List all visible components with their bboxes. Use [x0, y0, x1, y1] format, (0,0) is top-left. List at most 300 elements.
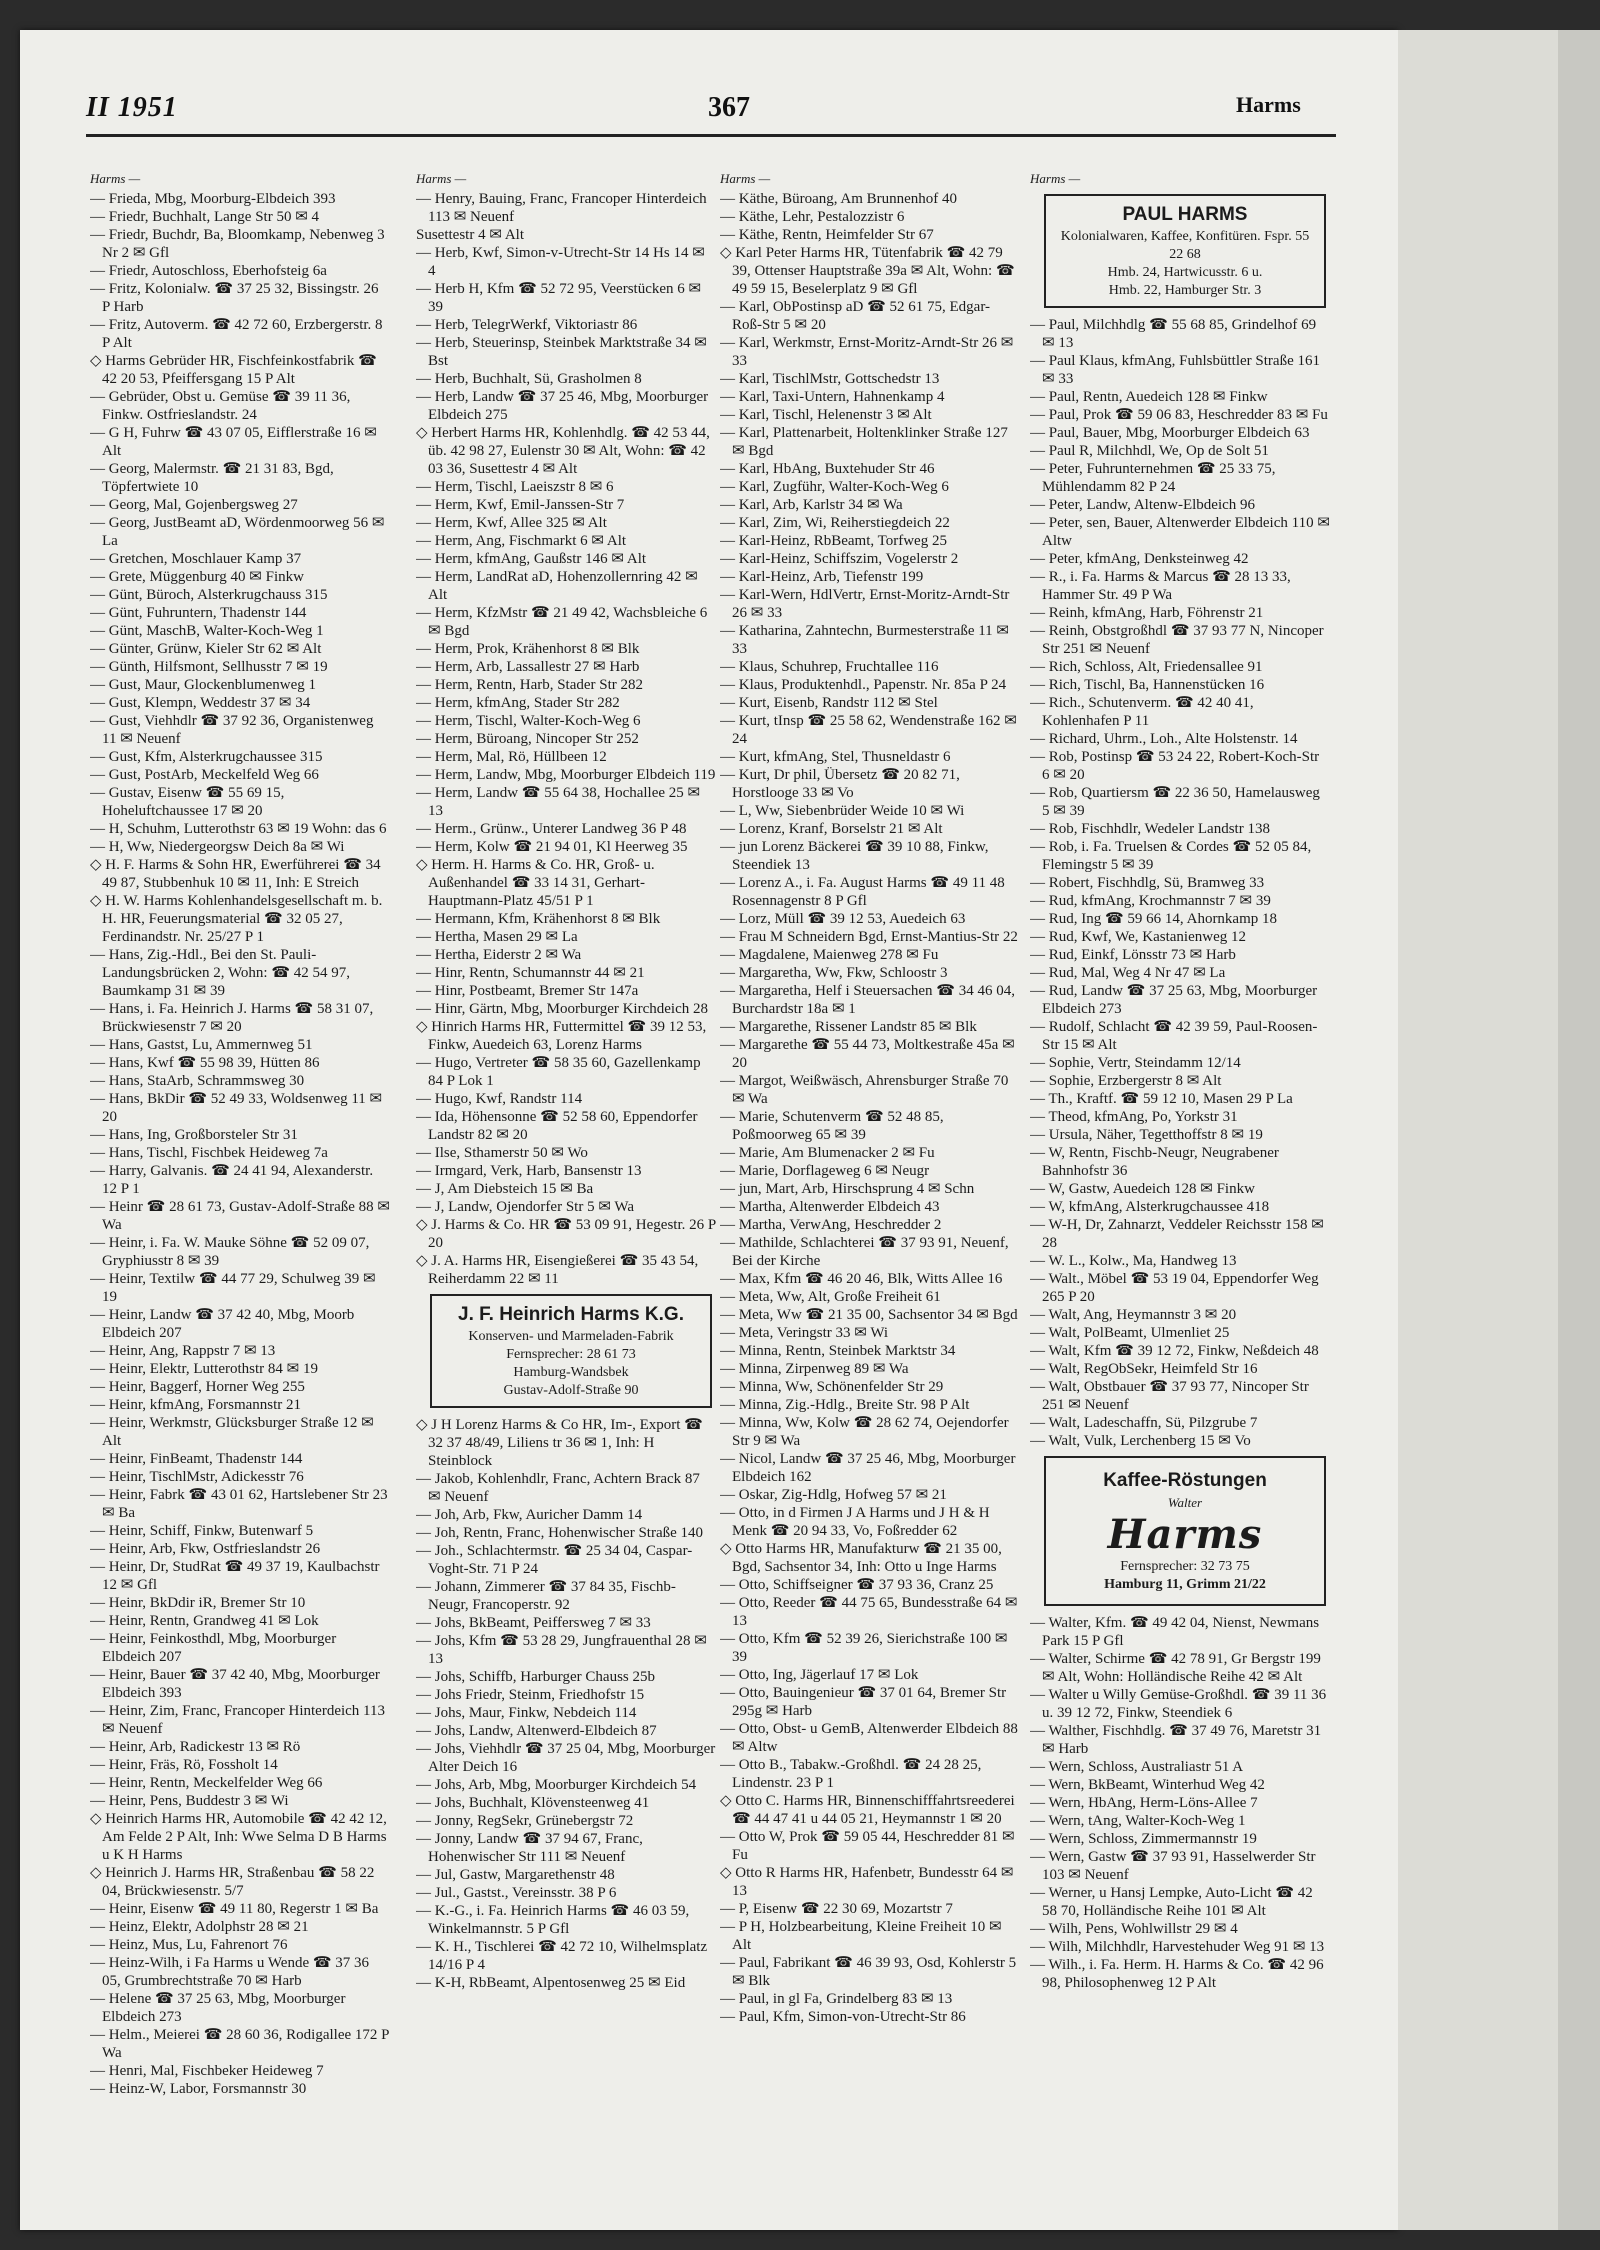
column-head: Harms —: [1030, 171, 1081, 186]
harms-logo: Harms: [1107, 1511, 1263, 1558]
directory-entry: — Lorz, Müll ☎ 39 12 53, Auedeich 63: [720, 911, 966, 927]
directory-entry: — Paul, Kfm, Simon-von-Utrecht-Str 86: [720, 2009, 966, 2025]
directory-entry: — Johs, Schiffb, Harburger Chauss 25b: [416, 1669, 656, 1685]
directory-entry: — Johs, BkBeamt, Peiffersweg 7 ✉ 33: [416, 1615, 651, 1631]
directory-entry: — Hinr, Postbeamt, Bremer Str 147a: [416, 983, 639, 999]
directory-entry: — Hans, Kwf ☎ 55 98 39, Hütten 86: [90, 1055, 320, 1071]
directory-entry: — Oskar, Zig-Hdlg, Hofweg 57 ✉ 21: [720, 1487, 947, 1503]
directory-entry: — Th., Kraftf. ☎ 59 12 10, Masen 29 P La: [1030, 1091, 1293, 1107]
directory-entry: — Paul, Prok ☎ 59 06 83, Heschredder 83 ✉ Fu: [1030, 407, 1328, 423]
directory-entry: — Heinr, Landw ☎ 37 42 40, Mbg, Moorb Elbdeich 207: [90, 1307, 355, 1341]
directory-entry: — Karl-Heinz, RbBeamt, Torfweg 25: [720, 533, 947, 549]
entry-list: [416, 190, 716, 1288]
directory-entry: — Helene ☎ 37 25 63, Mbg, Moorburger Elbdeich 273: [90, 1991, 346, 2025]
directory-entry: — Heinr, Fabrk ☎ 43 01 62, Hartslebener Str 23 ✉ Ba: [90, 1487, 388, 1521]
directory-entry: — Heinr, Elektr, Lutterothstr 84 ✉ 19: [90, 1361, 318, 1377]
directory-entry: — Heinr, Fräs, Rö, Fossholt 14: [90, 1757, 278, 1773]
directory-entry: — Günt, MaschB, Walter-Koch-Weg 1: [90, 623, 324, 639]
directory-entry: — Klaus, Schuhrep, Fruchtallee 116: [720, 659, 939, 675]
directory-entry: — Katharina, Zahntechn, Burmesterstraße 11 ✉ 33: [720, 623, 1009, 657]
advert-box-heinrich-harms: [430, 1294, 712, 1408]
running-head: Harms: [1236, 92, 1301, 117]
directory-entry: — Günt, Fuhruntern, Thadenstr 144: [90, 605, 307, 621]
advert-title: Kaffee-Röstungen: [1103, 1470, 1267, 1491]
directory-entry: ◇ H. W. Harms Kohlenhandelsgesellschaft m. b. H. HR, Feuerungsmaterial ☎ 32 05 27, Ferdinandstr. Nr. 25/27 P 1: [90, 893, 383, 945]
directory-entry: — Paul, Fabrikant ☎ 46 39 93, Osd, Kohlerstr 5 ✉ Blk: [720, 1955, 1017, 1989]
directory-entry: — Meta, Veringstr 33 ✉ Wi: [720, 1325, 889, 1341]
entry-list: [90, 190, 390, 2098]
directory-entry: — Marie, Dorflageweg 6 ✉ Neugr: [720, 1163, 930, 1179]
directory-entry: — Johs, Kfm ☎ 53 28 29, Jungfrauenthal 28 ✉ 13: [416, 1633, 707, 1667]
directory-entry: — Wern, BkBeamt, Winterhud Weg 42: [1030, 1777, 1265, 1793]
directory-entry: — Max, Kfm ☎ 46 20 46, Blk, Witts Allee 16: [720, 1271, 1003, 1287]
directory-entry: — Otto, Bauingenieur ☎ 37 01 64, Bremer Str 295g ✉ Harb: [720, 1685, 1007, 1719]
directory-entry: — Heinr, TischlMstr, Adickesstr 76: [90, 1469, 304, 1485]
directory-entry: — Walter u Willy Gemüse-Großhdl. ☎ 39 11 36 u. 39 12 72, Finkw, Steendiek 6: [1030, 1687, 1327, 1721]
directory-entry: — W. L., Kolw., Ma, Handweg 13: [1030, 1253, 1237, 1269]
directory-entry: — Otto, Obst- u GemB, Altenwerder Elbdeich 88 ✉ Altw: [720, 1721, 1018, 1755]
directory-entry: — Herb H, Kfm ☎ 52 72 95, Veerstücken 6 ✉ 39: [416, 281, 702, 315]
directory-entry: — Herm, KfzMstr ☎ 21 49 42, Wachsbleiche 6 ✉ Bgd: [416, 605, 708, 639]
directory-entry: — Walter, Kfm. ☎ 49 42 04, Nienst, Newmans Park 15 P Gfl: [1030, 1615, 1320, 1649]
directory-entry: — Fritz, Autoverm. ☎ 42 72 60, Erzbergerstr. 8 P Alt: [90, 317, 383, 351]
directory-entry: — Gust, PostArb, Meckelfeld Weg 66: [90, 767, 319, 783]
background-edge: [1558, 30, 1600, 2230]
directory-entry: — Rud, Kwf, We, Kastanienweg 12: [1030, 929, 1246, 945]
advert-phone: Fernsprecher: 32 73 75: [1120, 1559, 1250, 1574]
directory-entry: — Karl, HbAng, Buxtehuder Str 46: [720, 461, 935, 477]
header-rule: [86, 134, 1336, 137]
directory-entry: — Karl, Taxi-Untern, Hahnenkamp 4: [720, 389, 945, 405]
directory-entry: — Lorenz, Kranf, Borselstr 21 ✉ Alt: [720, 821, 943, 837]
directory-entry: — Karl, TischlMstr, Gottschedstr 13: [720, 371, 940, 387]
advert-title: J. F. Heinrich Harms K.G.: [458, 1304, 684, 1325]
advert-line: Fernsprecher: 28 61 73: [506, 1347, 636, 1362]
directory-entry: ◇ Karl Peter Harms HR, Tütenfabrik ☎ 42 79 39, Ottenser Hauptstraße 39a ✉ Alt, Wohn: ☎ 49 59 15, Beselerplatz 9 ✉ Gfl: [720, 245, 1015, 297]
directory-entry: — Wern, HbAng, Herm-Löns-Allee 7: [1030, 1795, 1258, 1811]
directory-entry: — Walt, Ang, Heymannstr 3 ✉ 20: [1030, 1307, 1237, 1323]
directory-entry: — Joh., Schlachtermstr. ☎ 25 34 04, Caspar-Voght-Str. 71 P 24: [416, 1543, 693, 1577]
directory-entry: — Heinr, Bauer ☎ 37 42 40, Mbg, Moorburger Elbdeich 393: [90, 1667, 380, 1701]
directory-entry: — K. H., Tischlerei ☎ 42 72 10, Wilhelmsplatz 14/16 P 4: [416, 1939, 708, 1973]
directory-entry: — Otto, in d Firmen J A Harms und J H & H Menk ☎ 20 94 33, Vo, Foßredder 62: [720, 1505, 990, 1539]
column-3: [720, 170, 1020, 2250]
directory-entry: — Gustav, Eisenw ☎ 55 69 15, Hoheluftchaussee 17 ✉ 20: [90, 785, 285, 819]
directory-entry: ◇ Otto C. Harms HR, Binnenschifffahrtsreederei ☎ 44 47 41 u 44 05 21, Heymannstr 1 ✉ 20: [720, 1793, 1015, 1827]
directory-entry: — Rich, Schloss, Alt, Friedensallee 91: [1030, 659, 1263, 675]
directory-entry: — Hertha, Eiderstr 2 ✉ Wa: [416, 947, 582, 963]
directory-entry: — Wilh, Pens, Wohlwillstr 29 ✉ 4: [1030, 1921, 1238, 1937]
directory-entry: — Friedr, Autoschloss, Eberhofsteig 6a: [90, 263, 327, 279]
entry-list: [720, 190, 1020, 2026]
directory-entry: — H, Ww, Niedergeorgsw Deich 8a ✉ Wi: [90, 839, 345, 855]
directory-entry: — Johann, Zimmerer ☎ 37 84 35, Fischb-Neugr, Francoperstr. 92: [416, 1579, 676, 1613]
directory-entry: — jun, Mart, Arb, Hirschsprung 4 ✉ Schn: [720, 1181, 975, 1197]
directory-entry: — Gust, Viehhdlr ☎ 37 92 36, Organistenweg 11 ✉ Neuenf: [90, 713, 374, 747]
directory-entry: — Ida, Höhensonne ☎ 52 58 60, Eppendorfer Landstr 82 ✉ 20: [416, 1109, 698, 1143]
directory-entry: — Mathilde, Schlachterei ☎ 37 93 91, Neuenf, Bei der Kirche: [720, 1235, 1009, 1269]
adjacent-page-edge: [1398, 30, 1558, 2230]
directory-entry: — Kurt, kfmAng, Stel, Thusneldastr 6: [720, 749, 951, 765]
directory-entry: — Wilh, Milchhdlr, Harvestehuder Weg 91 ✉ 13: [1030, 1939, 1325, 1955]
directory-entry: — Harry, Galvanis. ☎ 24 41 94, Alexanderstr. 12 P 1: [90, 1163, 374, 1197]
directory-entry: — Johs, Arb, Mbg, Moorburger Kirchdeich 54: [416, 1777, 697, 1793]
directory-entry: — Johs, Buchhalt, Klövensteenweg 41: [416, 1795, 650, 1811]
directory-entry: — Karl-Heinz, Arb, Tiefenstr 199: [720, 569, 924, 585]
directory-entry: — Wern, Schloss, Australiastr 51 A: [1030, 1759, 1244, 1775]
directory-entry: — Karl, Plattenarbeit, Holtenklinker Straße 127 ✉ Bgd: [720, 425, 1008, 459]
directory-entry: — Heinr, Baggerf, Horner Weg 255: [90, 1379, 305, 1395]
directory-entry: — Heinz-Wilh, i Fa Harms u Wende ☎ 37 36 05, Grumbrechtstraße 70 ✉ Harb: [90, 1955, 370, 1989]
directory-entry: ◇ Harms Gebrüder HR, Fischfeinkostfabrik ☎ 42 20 53, Pfeiffersgang 15 P Alt: [90, 353, 377, 387]
directory-entry: — Irmgard, Verk, Harb, Bansenstr 13: [416, 1163, 642, 1179]
page-volume: II 1951: [86, 92, 178, 123]
directory-entry: ◇ Heinrich J. Harms HR, Straßenbau ☎ 58 22 04, Brückwiesenstr. 5/7: [90, 1865, 375, 1899]
directory-entry: — Peter, sen, Bauer, Altenwerder Elbdeich 110 ✉ Altw: [1030, 515, 1330, 549]
directory-entry: — Hans, i. Fa. Heinrich J. Harms ☎ 58 31 07, Brückwiesenstr 7 ✉ 20: [90, 1001, 374, 1035]
directory-entry: — P, Eisenw ☎ 22 30 69, Mozartstr 7: [720, 1901, 953, 1917]
logo-subtext: Walter: [1167, 1495, 1203, 1510]
directory-entry: — Werner, u Hansj Lempke, Auto-Licht ☎ 42 58 70, Holländische Reihe 101 ✉ Alt: [1030, 1885, 1313, 1919]
directory-entry: — Frieda, Mbg, Moorburg-Elbdeich 393: [90, 191, 336, 207]
directory-entry: — P H, Holzbearbeitung, Kleine Freiheit 10 ✉ Alt: [720, 1919, 1002, 1953]
directory-entry: ◇ Hinrich Harms HR, Futtermittel ☎ 39 12 53, Finkw, Auedeich 63, Lorenz Harms: [416, 1019, 707, 1053]
directory-entry: — Magdalene, Maienweg 278 ✉ Fu: [720, 947, 939, 963]
directory-entry: — Heinr, BkDdir iR, Bremer Str 10: [90, 1595, 306, 1611]
directory-entry: — Herb, Steuerinsp, Steinbek Marktstraße 34 ✉ Bst: [416, 335, 707, 369]
directory-entry: — Frau M Schneidern Bgd, Ernst-Mantius-Str 22: [720, 929, 1018, 945]
directory-entry: — Heinr, Rentn, Grandweg 41 ✉ Lok: [90, 1613, 319, 1629]
directory-entry: — Wern, tAng, Walter-Koch-Weg 1: [1030, 1813, 1246, 1829]
directory-entry: — Herb, Buchhalt, Sü, Grasholmen 8: [416, 371, 642, 387]
directory-entry: — Theod, kfmAng, Po, Yorkstr 31: [1030, 1109, 1238, 1125]
directory-entry: — Lorenz A., i. Fa. August Harms ☎ 49 11 48 Rosennagenstr 8 P Gfl: [720, 875, 1005, 909]
directory-entry: — Heinr, Arb, Fkw, Ostfrieslandstr 26: [90, 1541, 321, 1557]
directory-entry: — Heinr, Arb, Radickestr 13 ✉ Rö: [90, 1739, 301, 1755]
directory-entry: — Rob, Postinsp ☎ 53 24 22, Robert-Koch-Str 6 ✉ 20: [1030, 749, 1320, 783]
advert-title: PAUL HARMS: [1122, 204, 1248, 225]
directory-entry: — W-H, Dr, Zahnarzt, Veddeler Reichsstr 158 ✉ 28: [1030, 1217, 1324, 1251]
directory-entry: — Reinh, kfmAng, Harb, Föhrenstr 21: [1030, 605, 1264, 621]
directory-entry: — Nicol, Landw ☎ 37 25 46, Mbg, Moorburger Elbdeich 162: [720, 1451, 1016, 1485]
directory-entry: — Paul, in gl Fa, Grindelberg 83 ✉ 13: [720, 1991, 953, 2007]
directory-entry: — Hans, Zig.-Hdl., Bei den St. Pauli-Landungsbrücken 2, Wohn: ☎ 42 54 97, Baumkamp 31 ✉ 39: [90, 947, 351, 999]
directory-entry: — Johs, Maur, Finkw, Nebdeich 114: [416, 1705, 637, 1721]
directory-entry: — Gretchen, Moschlauer Kamp 37: [90, 551, 302, 567]
directory-entry: — Ilse, Sthamerstr 50 ✉ Wo: [416, 1145, 588, 1161]
directory-entry: ◇ Otto Harms HR, Manufakturw ☎ 21 35 00, Bgd, Sachsentor 34, Inh: Otto u Inge Harms: [720, 1541, 1002, 1575]
directory-entry: — Rich, Tischl, Ba, Hannenstücken 16: [1030, 677, 1265, 693]
directory-entry: — Hans, StaArb, Schrammsweg 30: [90, 1073, 305, 1089]
directory-entry: — Walt, RegObSekr, Heimfeld Str 16: [1030, 1361, 1258, 1377]
directory-entry: — Henry, Bauing, Franc, Francoper Hinterdeich 113 ✉ Neuenf: [416, 191, 707, 225]
directory-entry: — Rich., Schutenverm. ☎ 42 40 41, Kohlenhafen P 11: [1030, 695, 1254, 729]
directory-entry: — Günth, Hilfsmont, Sellhusstr 7 ✉ 19: [90, 659, 328, 675]
directory-entry: — Martha, Altenwerder Elbdeich 43: [720, 1199, 940, 1215]
directory-entry: — Minna, Ww, Kolw ☎ 28 62 74, Oejendorfer Str 9 ✉ Wa: [720, 1415, 1009, 1449]
directory-entry: — Walter, Schirme ☎ 42 78 91, Gr Bergstr 199 ✉ Alt, Wohn: Holländische Reihe 42 ✉ Alt: [1030, 1651, 1321, 1685]
directory-entry: — Herm, Kwf, Emil-Janssen-Str 7: [416, 497, 625, 513]
directory-entry: — Henri, Mal, Fischbeker Heideweg 7: [90, 2063, 324, 2079]
directory-entry: ◇ Herbert Harms HR, Kohlenhdlg. ☎ 42 53 44, üb. 42 98 27, Eulenstr 30 ✉ Alt, Wohn: ☎ 42 03 36, Susettestr 4 ✉ Alt: [416, 425, 710, 477]
directory-entry: — R., i. Fa. Harms & Marcus ☎ 28 13 33, Hammer Str. 49 P Wa: [1030, 569, 1291, 603]
directory-entry: — Friedr, Buchdr, Ba, Bloomkamp, Nebenweg 3 Nr 2 ✉ Gfl: [90, 227, 385, 261]
directory-entry: — Margarethe, Rissener Landstr 85 ✉ Blk: [720, 1019, 977, 1035]
directory-entry: — Hinr, Rentn, Schumannstr 44 ✉ 21: [416, 965, 645, 981]
directory-entry: — Herm, Landw, Mbg, Moorburger Elbdeich 119: [416, 767, 716, 783]
directory-entry: — Kurt, tInsp ☎ 25 58 62, Wendenstraße 162 ✉ 24: [720, 713, 1017, 747]
directory-entry: — Meta, Ww ☎ 21 35 00, Sachsentor 34 ✉ Bgd: [720, 1307, 1018, 1323]
directory-entry: — Walt, Kfm ☎ 39 12 72, Finkw, Neßdeich 48: [1030, 1343, 1319, 1359]
directory-entry: — Heinr, kfmAng, Forsmannstr 21: [90, 1397, 302, 1413]
advert-line: Hmb. 22, Hamburger Str. 3: [1108, 283, 1262, 298]
directory-entry: — Herm, Tischl, Walter-Koch-Weg 6: [416, 713, 641, 729]
directory-entry: — Herm, Arb, Lassallestr 27 ✉ Harb: [416, 659, 640, 675]
directory-entry: — Herb, Landw ☎ 37 25 46, Mbg, Moorburger Elbdeich 275: [416, 389, 709, 423]
advert-line: Konserven- und Marmeladen-Fabrik: [468, 1329, 674, 1344]
directory-entry: — W, Gastw, Auedeich 128 ✉ Finkw: [1030, 1181, 1255, 1197]
directory-entry: — Jul., Gastst., Vereinsstr. 38 P 6: [416, 1885, 617, 1901]
directory-entry: — Herb, Kwf, Simon-v-Utrecht-Str 14 Hs 14 ✉ 4: [416, 245, 705, 279]
directory-entry: — Heinr, Werkmstr, Glücksburger Straße 12 ✉ Alt: [90, 1415, 374, 1449]
directory-entry: — Friedr, Buchhalt, Lange Str 50 ✉ 4: [90, 209, 320, 225]
page-number: 367: [708, 92, 750, 123]
directory-entry: — Herm, Rentn, Harb, Stader Str 282: [416, 677, 644, 693]
directory-entry: — Otto, Ing, Jägerlauf 17 ✉ Lok: [720, 1667, 919, 1683]
directory-entry: — K-H, RbBeamt, Alpentosenweg 25 ✉ Eid: [416, 1975, 686, 1991]
directory-entry: — Gust, Maur, Glockenblumenweg 1: [90, 677, 317, 693]
directory-entry: — Herm, LandRat aD, Hohenzollernring 42 ✉ Alt: [416, 569, 698, 603]
directory-entry: — Minna, Zig.-Hdlg., Breite Str. 98 P Alt: [720, 1397, 970, 1413]
directory-entry: — Paul Klaus, kfmAng, Fuhlsbüttler Straße 161 ✉ 33: [1030, 353, 1320, 387]
directory-entry: — Johs Friedr, Steinm, Friedhofstr 15: [416, 1687, 645, 1703]
column-head: Harms —: [416, 171, 467, 186]
advert-box-paul-harms: [1044, 194, 1326, 308]
directory-entry: — Herm, Ang, Fischmarkt 6 ✉ Alt: [416, 533, 627, 549]
directory-entry: — Rud, kfmAng, Krochmannstr 7 ✉ 39: [1030, 893, 1271, 909]
directory-entry: — Otto, Reeder ☎ 44 75 65, Bundesstraße 64 ✉ 13: [720, 1595, 1018, 1629]
column-head: Harms —: [90, 171, 141, 186]
directory-entry: — Minna, Ww, Schönenfelder Str 29: [720, 1379, 944, 1395]
directory-entry: — Margarethe ☎ 55 44 73, Moltkestraße 45a ✉ 20: [720, 1037, 1015, 1071]
directory-entry: — Helm., Meierei ☎ 28 60 36, Rodigallee 172 P Wa: [90, 2027, 389, 2061]
directory-entry: — Karl, Werkmstr, Ernst-Moritz-Arndt-Str 26 ✉ 33: [720, 335, 1014, 369]
directory-entry: — Gebrüder, Obst u. Gemüse ☎ 39 11 36, Finkw. Ostfrieslandstr. 24: [90, 389, 351, 423]
directory-entry: — Herm, Kwf, Allee 325 ✉ Alt: [416, 515, 607, 531]
directory-entry: — Reinh, Obstgroßhdl ☎ 37 93 77 N, Nincoper Str 251 ✉ Neuenf: [1030, 623, 1324, 657]
directory-entry: — Otto, Schiffseigner ☎ 37 93 36, Cranz 25: [720, 1577, 994, 1593]
directory-entry: — Herm., Grünw., Unterer Landweg 36 P 48: [416, 821, 687, 837]
directory-entry: — Hans, Tischl, Fischbek Heideweg 7a: [90, 1145, 328, 1161]
directory-entry: — Jonny, RegSekr, Grünebergstr 72: [416, 1813, 634, 1829]
directory-entry: — Karl-Wern, HdlVertr, Ernst-Moritz-Arndt-Str 26 ✉ 33: [720, 587, 1010, 621]
entry-list: [1030, 316, 1330, 1450]
directory-entry: — Margaretha, Helf i Steuersachen ☎ 34 46 04, Burchardstr 18a ✉ 1: [720, 983, 1015, 1017]
directory-entry: — Herm, Tischl, Laeiszstr 8 ✉ 6: [416, 479, 614, 495]
directory-entry: — Peter, Landw, Altenw-Elbdeich 96: [1030, 497, 1256, 513]
directory-entry: — Sophie, Vertr, Steindamm 12/14: [1030, 1055, 1241, 1071]
directory-entry: — Heinr, FinBeamt, Thadenstr 144: [90, 1451, 303, 1467]
directory-entry: ◇ Heinrich Harms HR, Automobile ☎ 42 42 12, Am Felde 2 P Alt, Inh: Wwe Selma D B Harms u K H Harms: [90, 1811, 387, 1863]
directory-entry: — Heinr, Dr, StudRat ☎ 49 37 19, Kaulbachstr 12 ✉ Gfl: [90, 1559, 380, 1593]
advert-address: Hamburg 11, Grimm 21/22: [1104, 1577, 1266, 1592]
advert-line: Gustav-Adolf-Straße 90: [503, 1383, 639, 1398]
directory-entry: — Martha, VerwAng, Heschredder 2: [720, 1217, 942, 1233]
directory-entry: — W, Rentn, Fischb-Neugr, Neugrabener Bahnhofstr 36: [1030, 1145, 1279, 1179]
directory-entry: — jun Lorenz Bäckerei ☎ 39 10 88, Finkw, Steendiek 13: [720, 839, 989, 873]
directory-entry: — G H, Fuhrw ☎ 43 07 05, Eifflerstraße 16 ✉ Alt: [90, 425, 377, 459]
directory-entry: — Kurt, Eisenb, Randstr 112 ✉ Stel: [720, 695, 938, 711]
directory-entry: — Karl, Arb, Karlstr 34 ✉ Wa: [720, 497, 903, 513]
directory-entry: — Hans, BkDir ☎ 52 49 33, Woldsenweg 11 ✉ 20: [90, 1091, 383, 1125]
directory-entry: — Gust, Klempn, Weddestr 37 ✉ 34: [90, 695, 311, 711]
directory-entry: — Joh, Rentn, Franc, Hohenwischer Straße 140: [416, 1525, 704, 1541]
directory-entry: — Jakob, Kohlenhdlr, Franc, Achtern Brack 87 ✉ Neuenf: [416, 1471, 700, 1505]
directory-entry: — Rud, Mal, Weg 4 Nr 47 ✉ La: [1030, 965, 1226, 981]
directory-entry: — Paul R, Milchhdl, We, Op de Solt 51: [1030, 443, 1269, 459]
directory-entry: — Heinz-W, Labor, Forsmannstr 30: [90, 2081, 307, 2097]
directory-entry: — K.-G., i. Fa. Heinrich Harms ☎ 46 03 59, Winkelmannstr. 5 P Gfl: [416, 1903, 690, 1937]
directory-entry: — Heinr, Schiff, Finkw, Butenwarf 5: [90, 1523, 314, 1539]
directory-entry: — Rudolf, Schlacht ☎ 42 39 59, Paul-Roosen-Str 15 ✉ Alt: [1030, 1019, 1318, 1053]
directory-entry: — Rob, Quartiersm ☎ 22 36 50, Hamelausweg 5 ✉ 39: [1030, 785, 1320, 819]
directory-entry: ◇ J. A. Harms HR, Eisengießerei ☎ 35 43 54, Reiherdamm 22 ✉ 11: [416, 1253, 699, 1287]
directory-entry: — Minna, Rentn, Steinbek Marktstr 34: [720, 1343, 956, 1359]
directory-entry: Susettestr 4 ✉ Alt: [416, 227, 524, 243]
directory-entry: — Herb, TelegrWerkf, Viktoriastr 86: [416, 317, 638, 333]
directory-entry: — Rud, Ing ☎ 59 66 14, Ahornkamp 18: [1030, 911, 1278, 927]
directory-entry: — Herm, kfmAng, Gaußstr 146 ✉ Alt: [416, 551, 647, 567]
directory-entry: — Ursula, Näher, Tegetthoffstr 8 ✉ 19: [1030, 1127, 1263, 1143]
directory-entry: — Käthe, Büroang, Am Brunnenhof 40: [720, 191, 958, 207]
directory-entry: — Klaus, Produktenhdl., Papenstr. Nr. 85a P 24: [720, 677, 1007, 693]
directory-entry: — Fritz, Kolonialw. ☎ 37 25 32, Bissingstr. 26 P Harb: [90, 281, 379, 315]
directory-entry: — Johs, Viehhdlr ☎ 37 25 04, Mbg, Moorburger Alter Deich 16: [416, 1741, 716, 1775]
advert-line: Hmb. 24, Hartwicusstr. 6 u.: [1107, 265, 1263, 280]
directory-entry: — Herm, Mal, Rö, Hüllbeen 12: [416, 749, 607, 765]
directory-entry: — Hans, Ing, Großborsteler Str 31: [90, 1127, 298, 1143]
directory-entry: — Margaretha, Ww, Fkw, Schloostr 3: [720, 965, 948, 981]
directory-entry: — Rud, Einkf, Lönsstr 73 ✉ Harb: [1030, 947, 1236, 963]
directory-entry: — Karl, ObPostinsp aD ☎ 52 61 75, Edgar-Roß-Str 5 ✉ 20: [720, 299, 991, 333]
directory-entry: — Karl, Zugführ, Walter-Koch-Weg 6: [720, 479, 949, 495]
directory-entry: — L, Ww, Siebenbrüder Weide 10 ✉ Wi: [720, 803, 965, 819]
directory-entry: — Minna, Zirpenweg 89 ✉ Wa: [720, 1361, 909, 1377]
directory-entry: — W, kfmAng, Alsterkrugchaussee 418: [1030, 1199, 1270, 1215]
directory-entry: — Georg, Mal, Gojenbergsweg 27: [90, 497, 298, 513]
directory-entry: — Karl, Zim, Wi, Reiherstiegdeich 22: [720, 515, 950, 531]
directory-entry: ◇ J H Lorenz Harms & Co HR, Im-, Export ☎ 32 37 48/49, Liliens tr 36 ✉ 1, Inh: H Steinblock: [416, 1417, 703, 1469]
directory-entry: — Heinr, Textilw ☎ 44 77 29, Schulweg 39 ✉ 19: [90, 1271, 376, 1305]
directory-entry: — Heinr, Eisenw ☎ 49 11 80, Regerstr 1 ✉ Ba: [90, 1901, 379, 1917]
entry-list: [416, 1416, 716, 1992]
directory-entry: ◇ Otto R Harms HR, Hafenbetr, Bundesstr 64 ✉ 13: [720, 1865, 1014, 1899]
directory-entry: — Paul, Milchhdlg ☎ 55 68 85, Grindelhof 69 ✉ 13: [1030, 317, 1317, 351]
directory-entry: — Heinr, Ang, Rappstr 7 ✉ 13: [90, 1343, 276, 1359]
directory-entry: — Marie, Am Blumenacker 2 ✉ Fu: [720, 1145, 935, 1161]
directory-entry: — Käthe, Rentn, Heimfelder Str 67: [720, 227, 934, 243]
directory-entry: — Hinr, Gärtn, Mbg, Moorburger Kirchdeich 28: [416, 1001, 708, 1017]
directory-entry: — Hermann, Kfm, Krähenhorst 8 ✉ Blk: [416, 911, 661, 927]
directory-entry: — Heinr, Pens, Buddestr 3 ✉ Wi: [90, 1793, 289, 1809]
directory-entry: — Hugo, Vertreter ☎ 58 35 60, Gazellenkamp 84 P Lok 1: [416, 1055, 701, 1089]
advert-box-walter-harms: [1044, 1456, 1326, 1606]
column-head: Harms —: [720, 171, 771, 186]
directory-entry: — Gust, Kfm, Alsterkrugchaussee 315: [90, 749, 323, 765]
directory-entry: — Otto B., Tabakw.-Großhdl. ☎ 24 28 25, Lindenstr. 23 P 1: [720, 1757, 982, 1791]
column-2: [416, 170, 716, 2250]
directory-entry: — Herm, Büroang, Nincoper Str 252: [416, 731, 639, 747]
directory-entry: — Jul, Gastw, Margarethenstr 48: [416, 1867, 615, 1883]
directory-entry: — Herm, Kolw ☎ 21 94 01, Kl Heerweg 35: [416, 839, 688, 855]
directory-entry: — Walt, Obstbauer ☎ 37 93 77, Nincoper Str 251 ✉ Neuenf: [1030, 1379, 1309, 1413]
directory-entry: — H, Schuhm, Lutterothstr 63 ✉ 19 Wohn: das 6: [90, 821, 387, 837]
directory-entry: — Günter, Grünw, Kieler Str 62 ✉ Alt: [90, 641, 322, 657]
directory-entry: — Hugo, Kwf, Randstr 114: [416, 1091, 583, 1107]
directory-entry: — Walt, Ladeschaffn, Sü, Pilzgrube 7: [1030, 1415, 1258, 1431]
directory-entry: — Sophie, Erzbergerstr 8 ✉ Alt: [1030, 1073, 1222, 1089]
directory-entry: — J, Am Diebsteich 15 ✉ Ba: [416, 1181, 594, 1197]
directory-entry: — Otto W, Prok ☎ 59 05 44, Heschredder 81 ✉ Fu: [720, 1829, 1015, 1863]
directory-entry: — J, Landw, Ojendorfer Str 5 ✉ Wa: [416, 1199, 634, 1215]
directory-entry: — Peter, Fuhrunternehmen ☎ 25 33 75, Mühlendamm 82 P 24: [1030, 461, 1276, 495]
directory-entry: — Walt., Möbel ☎ 53 19 04, Eppendorfer Weg 265 P 20: [1030, 1271, 1319, 1305]
directory-entry: — Grete, Müggenburg 40 ✉ Finkw: [90, 569, 304, 585]
directory-entry: — Marie, Schutenverm ☎ 52 48 85, Poßmoorweg 65 ✉ 39: [720, 1109, 944, 1143]
directory-entry: — Käthe, Lehr, Pestalozzistr 6: [720, 209, 905, 225]
directory-entry: ◇ J. Harms & Co. HR ☎ 53 09 91, Hegestr. 26 P 20: [416, 1217, 716, 1251]
directory-entry: — Herm, Landw ☎ 55 64 38, Hochallee 25 ✉ 13: [416, 785, 701, 819]
directory-entry: ◇ Herm. H. Harms & Co. HR, Groß- u. Außenhandel ☎ 33 14 31, Gerhart-Hauptmann-Platz 45/51 P 1: [416, 857, 655, 909]
entry-list: [1030, 1614, 1330, 1992]
directory-entry: — Heinr, i. Fa. W. Mauke Söhne ☎ 52 09 07, Gryphiusstr 8 ✉ 39: [90, 1235, 370, 1269]
directory-entry: — Karl-Heinz, Schiffszim, Vogelerstr 2: [720, 551, 959, 567]
directory-entry: — Heinr ☎ 28 61 73, Gustav-Adolf-Straße 88 ✉ Wa: [90, 1199, 390, 1233]
directory-entry: — Walt, PolBeamt, Ulmenliet 25: [1030, 1325, 1230, 1341]
directory-entry: — Rob, i. Fa. Truelsen & Cordes ☎ 52 05 84, Flemingstr 5 ✉ 39: [1030, 839, 1312, 873]
column-1: [90, 170, 390, 2250]
directory-entry: — Georg, JustBeamt aD, Wördenmoorweg 56 ✉ La: [90, 515, 385, 549]
directory-entry: — Walt, Vulk, Lerchenberg 15 ✉ Vo: [1030, 1433, 1251, 1449]
directory-entry: — Peter, kfmAng, Denksteinweg 42: [1030, 551, 1249, 567]
directory-entry: — Günt, Büroch, Alsterkrugchauss 315: [90, 587, 328, 603]
directory-entry: — Rob, Fischhdlr, Wedeler Landstr 138: [1030, 821, 1270, 837]
directory-entry: — Herm, Prok, Krähenhorst 8 ✉ Blk: [416, 641, 640, 657]
directory-entry: — Johs, Landw, Altenwerd-Elbdeich 87: [416, 1723, 657, 1739]
advert-line: Hamburg-Wandsbek: [513, 1365, 629, 1380]
directory-entry: — Wilh., i. Fa. Herm. H. Harms & Co. ☎ 42 96 98, Philosophenweg 12 P Alt: [1030, 1957, 1324, 1991]
directory-entry: — Margot, Weißwäsch, Ahrensburger Straße 70 ✉ Wa: [720, 1073, 1009, 1107]
directory-page: [20, 30, 1398, 2230]
column-4: [1030, 170, 1330, 2250]
directory-entry: — Meta, Ww, Alt, Große Freiheit 61: [720, 1289, 941, 1305]
directory-entry: — Paul, Bauer, Mbg, Moorburger Elbdeich 63: [1030, 425, 1310, 441]
directory-entry: — Joh, Arb, Fkw, Auricher Damm 14: [416, 1507, 643, 1523]
directory-entry: — Robert, Fischhdlg, Sü, Bramweg 33: [1030, 875, 1265, 891]
directory-entry: — Jonny, Landw ☎ 37 94 67, Franc, Hohenwischer Str 111 ✉ Neuenf: [416, 1831, 643, 1865]
directory-entry: — Paul, Rentn, Auedeich 128 ✉ Finkw: [1030, 389, 1268, 405]
directory-entry: — Otto, Kfm ☎ 52 39 26, Sierichstraße 100 ✉ 39: [720, 1631, 1008, 1665]
directory-entry: — Georg, Malermstr. ☎ 21 31 83, Bgd, Töpfertwiete 10: [90, 461, 334, 495]
directory-entry: — Karl, Tischl, Helenenstr 3 ✉ Alt: [720, 407, 932, 423]
directory-entry: — Wern, Schloss, Zimmermannstr 19: [1030, 1831, 1257, 1847]
directory-entry: — Walther, Fischhdlg. ☎ 37 49 76, Maretstr 31 ✉ Harb: [1030, 1723, 1322, 1757]
directory-entry: — Heinr, Rentn, Meckelfelder Weg 66: [90, 1775, 323, 1791]
directory-entry: — Heinz, Mus, Lu, Fahrenort 76: [90, 1937, 288, 1953]
directory-entry: — Heinr, Feinkosthdl, Mbg, Moorburger Elbdeich 207: [90, 1631, 337, 1665]
directory-entry: — Hans, Gastst, Lu, Ammernweg 51: [90, 1037, 313, 1053]
advert-line: Kolonialwaren, Kaffee, Konfitüren. Fspr. 55 22 68: [1060, 229, 1310, 262]
